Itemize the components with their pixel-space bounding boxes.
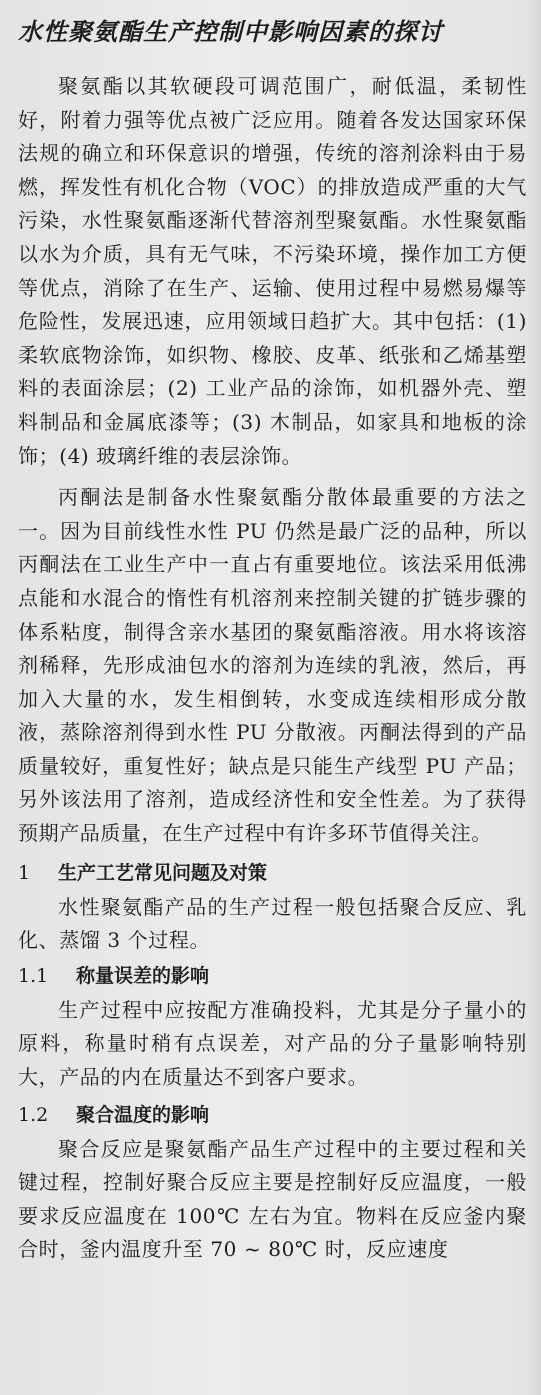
article-title: 水性聚氨酯生产控制中影响因素的探讨 bbox=[18, 17, 443, 46]
section-number: 1.2 bbox=[18, 1103, 49, 1126]
section-1-paragraph: 水性聚氨酯产品的生产过程一般包括聚合反应、乳化、蒸馏 3 个过程。 bbox=[18, 894, 527, 953]
intro-paragraph: 聚氨酯以其软硬段可调范围广，耐低温，柔韧性好，附着力强等优点被广泛应用。随着各发达国家环保法规的确立和环保意识的增强，传统的溶剂涂料由于易燃，挥发性有机化合物（VOC）的排放造成严重的大气污染，水性聚氨酯逐渐代替溶剂型聚氨酯。水性聚氨酯以水为介质，具有无气味，不污染环境，操作加工方便等优点，消除了在生产、运输、使用过程中易燃易爆等危险性，发展迅速，应用领域日趋扩大。其中包括：(1) 柔软底物涂饰，如织物、橡胶、皮革、纸张和乙烯基塑料的表面涂层；(2) 工业产品的涂饰，如机器外壳、塑料制品和金属底漆等；(3) 木制品，如家具和地板的涂饰；(4) 玻璃纤维的表层涂饰。 bbox=[18, 74, 527, 468]
section-heading-1-2 bbox=[18, 1099, 527, 1131]
section-number: 1 bbox=[18, 861, 31, 884]
section-heading-1-1 bbox=[18, 960, 527, 992]
scan-edge-shadow bbox=[527, 0, 541, 1395]
acetone-method-paragraph: 丙酮法是制备水性聚氨酯分散体最重要的方法之一。因为目前线性水性 PU 仍然是最广泛的品种，所以丙酮法在工业生产中一直占有重要地位。该法采用低沸点能和水混合的惰性有机溶剂来控制关键的扩链步骤的体系粘度，制得含亲水基团的聚氨酯溶液。用水将该溶剂稀释，先形成油包水的溶剂为连续的乳液，然后，再加入大量的水，发生相倒转，水变成连续相形成分散液，蒸除溶剂得到水性 PU 分散液。丙酮法得到的产品质量较好，重复性好；缺点是只能生产线型 PU 产品；另外该法用了溶剂，造成经济性和安全性差。为了获得预期产品质量，在生产过程中有许多环节值得关注。 bbox=[18, 485, 527, 846]
section-title: 称量误差的影响 bbox=[76, 964, 210, 987]
section-title: 生产工艺常见问题及对策 bbox=[58, 861, 268, 884]
section-title: 聚合温度的影响 bbox=[76, 1103, 210, 1126]
section-heading-1 bbox=[18, 857, 527, 889]
section-number: 1.1 bbox=[18, 964, 49, 987]
section-1-2-paragraph: 聚合反应是聚氨酯产品生产过程中的主要过程和关键过程，控制好聚合反应主要是控制好反应温度，一般要求反应温度在 100℃ 左右为宜。物料在反应釜内聚合时，釜内温度升至 70 ~ 80℃ 时，反应速度 bbox=[18, 1136, 527, 1262]
section-1-1-paragraph: 生产过程中应按配方准确投料，尤其是分子量小的原料，称量时稍有点误差，对产品的分子量影响特别大，产品的内在质量达不到客户要求。 bbox=[18, 997, 527, 1090]
